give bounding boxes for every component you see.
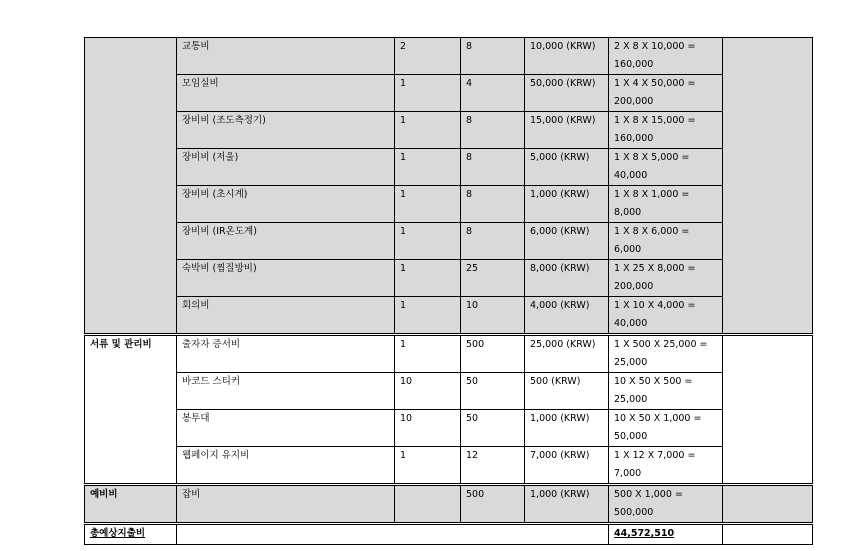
item-cell: 바코드 스티커 <box>177 373 395 410</box>
qty-cell: 1 <box>395 149 461 186</box>
unit-price-cell: 1,000 (KRW) <box>525 485 609 524</box>
count-cell: 8 <box>461 112 525 149</box>
table-row <box>85 149 813 186</box>
table-row <box>85 38 813 75</box>
qty-cell: 10 <box>395 410 461 447</box>
item-cell: 출자자 증서비 <box>177 335 395 373</box>
category-cell: 서류 및 관리비 <box>85 335 177 485</box>
unit-price-cell: 7,000 (KRW) <box>525 447 609 485</box>
formula-cell: 1 X 500 X 25,000 = 25,000 <box>609 335 723 373</box>
item-cell: 봉투대 <box>177 410 395 447</box>
formula-cell: 1 X 4 X 50,000 = 200,000 <box>609 75 723 112</box>
item-cell: 장비비 (조도측정기) <box>177 112 395 149</box>
table-row <box>85 297 813 335</box>
note-cell <box>723 38 813 335</box>
item-cell: 웹페이지 유지비 <box>177 447 395 485</box>
item-cell: 숙박비 (찜질방비) <box>177 260 395 297</box>
unit-price-cell: 1,000 (KRW) <box>525 410 609 447</box>
formula-cell: 10 X 50 X 1,000 = 50,000 <box>609 410 723 447</box>
unit-price-cell: 50,000 (KRW) <box>525 75 609 112</box>
count-cell: 50 <box>461 410 525 447</box>
formula-cell: 500 X 1,000 = 500,000 <box>609 485 723 524</box>
table-row <box>85 260 813 297</box>
unit-price-cell: 500 (KRW) <box>525 373 609 410</box>
count-cell: 8 <box>461 149 525 186</box>
unit-price-cell: 8,000 (KRW) <box>525 260 609 297</box>
formula-cell: 1 X 8 X 6,000 = 6,000 <box>609 223 723 260</box>
count-cell: 500 <box>461 335 525 373</box>
qty-cell: 1 <box>395 186 461 223</box>
qty-cell: 1 <box>395 260 461 297</box>
unit-price-cell: 4,000 (KRW) <box>525 297 609 335</box>
qty-cell: 2 <box>395 38 461 75</box>
count-cell: 4 <box>461 75 525 112</box>
item-cell: 교통비 <box>177 38 395 75</box>
formula-cell: 1 X 12 X 7,000 = 7,000 <box>609 447 723 485</box>
count-cell: 500 <box>461 485 525 524</box>
item-cell: 장비비 (IR온도계) <box>177 223 395 260</box>
unit-price-cell: 5,000 (KRW) <box>525 149 609 186</box>
count-cell: 8 <box>461 186 525 223</box>
qty-cell: 1 <box>395 75 461 112</box>
count-cell: 25 <box>461 260 525 297</box>
note-cell <box>723 485 813 524</box>
count-cell: 12 <box>461 447 525 485</box>
total-note-cell <box>723 524 813 545</box>
qty-cell: 1 <box>395 112 461 149</box>
formula-cell: 1 X 10 X 4,000 = 40,000 <box>609 297 723 335</box>
item-cell: 장비비 (저울) <box>177 149 395 186</box>
qty-cell: 1 <box>395 297 461 335</box>
table-row <box>85 485 813 524</box>
table-row <box>85 186 813 223</box>
total-value: 44,572,510 <box>609 524 723 545</box>
table-row <box>85 373 813 410</box>
item-cell: 회의비 <box>177 297 395 335</box>
qty-cell <box>395 485 461 524</box>
table-row <box>85 447 813 485</box>
unit-price-cell: 6,000 (KRW) <box>525 223 609 260</box>
unit-price-cell: 1,000 (KRW) <box>525 186 609 223</box>
note-cell <box>723 335 813 485</box>
total-row <box>85 524 813 545</box>
category-cell: 예비비 <box>85 485 177 524</box>
table-row <box>85 335 813 373</box>
qty-cell: 1 <box>395 335 461 373</box>
formula-cell: 1 X 8 X 1,000 = 8,000 <box>609 186 723 223</box>
budget-table <box>84 37 813 545</box>
qty-cell: 1 <box>395 447 461 485</box>
item-cell: 모임실비 <box>177 75 395 112</box>
formula-cell: 10 X 50 X 500 = 25,000 <box>609 373 723 410</box>
qty-cell: 1 <box>395 223 461 260</box>
formula-cell: 2 X 8 X 10,000 = 160,000 <box>609 38 723 75</box>
formula-cell: 1 X 8 X 5,000 = 40,000 <box>609 149 723 186</box>
unit-price-cell: 10,000 (KRW) <box>525 38 609 75</box>
total-label: 총예상지출비 <box>85 524 177 545</box>
qty-cell: 10 <box>395 373 461 410</box>
formula-cell: 1 X 8 X 15,000 = 160,000 <box>609 112 723 149</box>
table-row <box>85 223 813 260</box>
item-cell: 잡비 <box>177 485 395 524</box>
category-cell <box>85 38 177 335</box>
formula-cell: 1 X 25 X 8,000 = 200,000 <box>609 260 723 297</box>
table-row <box>85 410 813 447</box>
table-row <box>85 112 813 149</box>
count-cell: 10 <box>461 297 525 335</box>
item-cell: 장비비 (초시계) <box>177 186 395 223</box>
count-cell: 8 <box>461 38 525 75</box>
total-blank-cell <box>177 524 609 545</box>
unit-price-cell: 15,000 (KRW) <box>525 112 609 149</box>
table-row <box>85 75 813 112</box>
count-cell: 50 <box>461 373 525 410</box>
unit-price-cell: 25,000 (KRW) <box>525 335 609 373</box>
count-cell: 8 <box>461 223 525 260</box>
